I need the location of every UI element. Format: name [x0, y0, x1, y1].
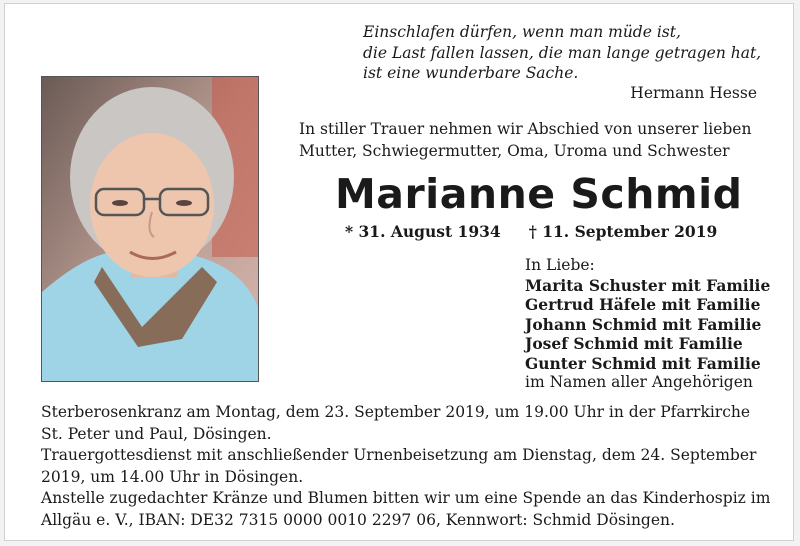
life-dates	[345, 222, 745, 241]
mourners-heading: In Liebe:	[525, 256, 595, 274]
quote-line: Einschlafen dürfen, wenn man müde ist,	[363, 23, 681, 41]
service-details	[41, 402, 771, 531]
birth-date: * 31. August 1934	[345, 222, 501, 241]
mourners-list	[525, 256, 770, 393]
intro-line: In stiller Trauer nehmen wir Abschied von unserer lieben	[299, 120, 752, 138]
mourner-name: Josef Schmid mit Familie	[525, 334, 743, 353]
mourner-name: Marita Schuster mit Familie	[525, 275, 771, 295]
mourner-name: Gertrud Häfele mit Familie	[525, 295, 761, 314]
quote-author: Hermann Hesse	[630, 84, 757, 102]
quote-line: ist eine wunderbare Sache.	[363, 64, 579, 82]
death-date: † 11. September 2019	[528, 222, 718, 241]
funeral-info: Trauergottesdienst mit anschließender Urnenbeisetzung am Dienstag, dem 24. September 2019, um 14.00 Uhr in Dösingen.	[41, 446, 757, 486]
intro-text	[299, 118, 769, 162]
mourners-closing: im Namen aller Angehörigen	[525, 373, 753, 391]
donation-info: Anstelle zugedachter Kränze und Blumen bitten wir um eine Spende an das Kinderhospiz im Allgäu e. V., IBAN: DE32 7315 0000 0010 2297 06, Kennwort: Schmid Dösingen.	[41, 489, 771, 529]
quote	[363, 22, 773, 84]
portrait-photo	[41, 76, 259, 382]
mourner-name: Gunter Schmid mit Familie	[525, 353, 761, 373]
mourner-name: Johann Schmid mit Familie	[525, 314, 762, 334]
obituary-card	[4, 3, 794, 541]
quote-line: die Last fallen lassen, die man lange getragen hat,	[363, 43, 762, 62]
deceased-name: Marianne Schmid	[335, 170, 743, 218]
intro-line: Mutter, Schwiegermutter, Oma, Uroma und Schwester	[299, 142, 730, 160]
rosary-info: Sterberosenkranz am Montag, dem 23. September 2019, um 19.00 Uhr in der Pfarrkirche St. Peter und Paul, Dösingen.	[41, 403, 751, 443]
